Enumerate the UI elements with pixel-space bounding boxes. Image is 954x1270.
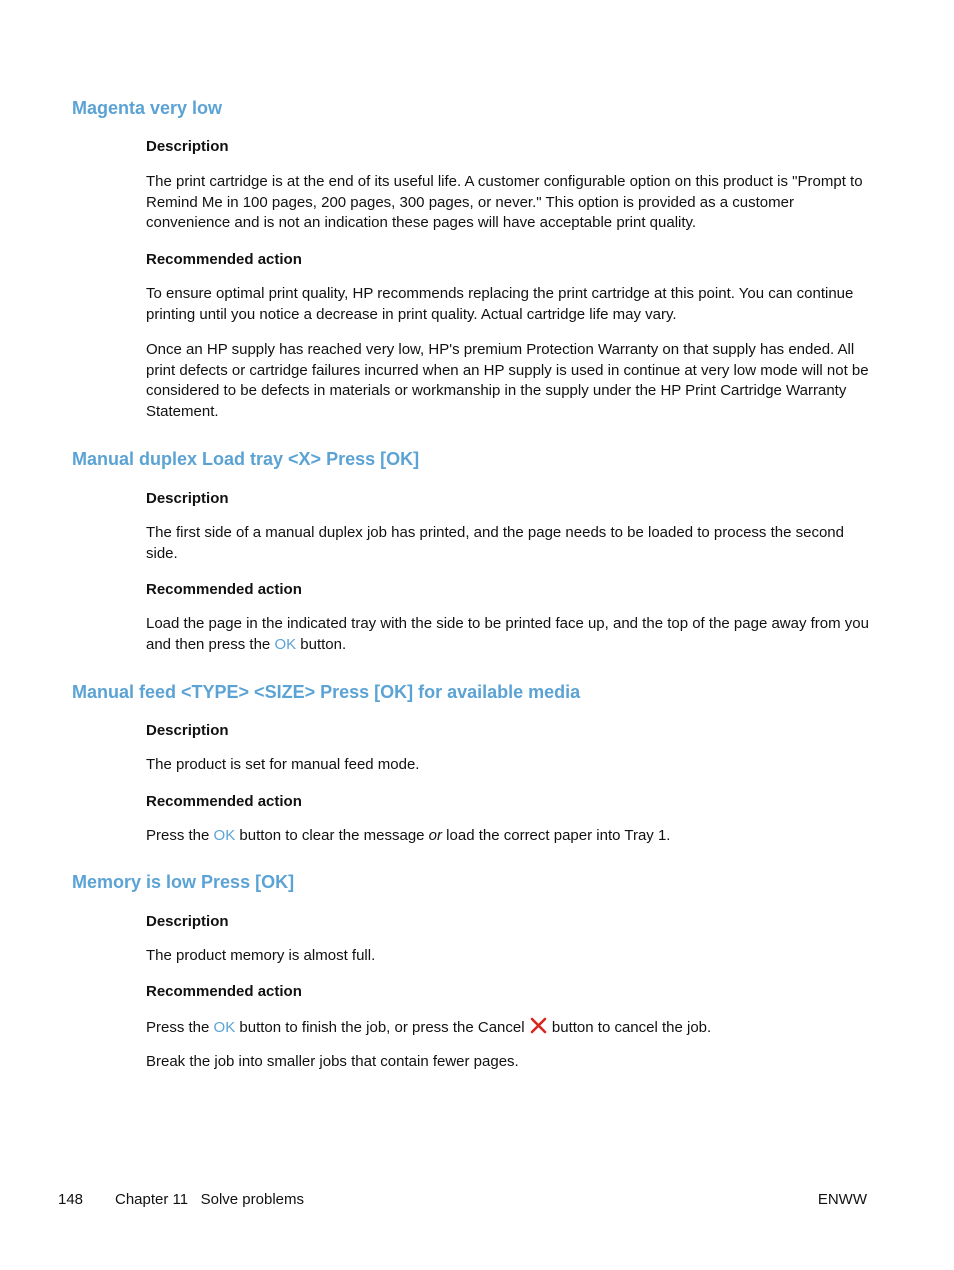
section-heading-magenta-very-low: Magenta very low: [72, 98, 223, 118]
action-text-after: button to cancel the job.: [547, 1019, 712, 1036]
recommended-action-label: Recommended action: [146, 793, 302, 810]
action-text-middle: button to clear the message: [235, 827, 429, 844]
ok-button-reference: OK: [274, 635, 297, 653]
section-heading-memory-low: Memory is low Press [OK]: [72, 872, 295, 892]
description-text: The product is set for manual feed mode.: [146, 756, 420, 773]
description-label: Description: [146, 722, 229, 739]
section-heading-manual-duplex: Manual duplex Load tray <X> Press [OK]: [72, 449, 420, 469]
recommended-action-label: Recommended action: [146, 251, 302, 268]
section-heading-manual-feed: Manual feed <TYPE> <SIZE> Press [OK] for available media: [72, 682, 581, 702]
ok-button-reference: OK: [213, 827, 236, 844]
description-text: The product memory is almost full.: [146, 947, 376, 964]
recommended-action-text-2: Break the job into smaller jobs that contain fewer pages.: [146, 1053, 519, 1070]
action-text-after: load the correct paper into Tray 1.: [442, 827, 671, 844]
recommended-action-label: Recommended action: [146, 983, 302, 1000]
page-number: 148: [58, 1191, 84, 1208]
emphasis-or: or: [428, 827, 443, 844]
recommended-action-text: [146, 1017, 874, 1041]
chapter-title: Chapter 11 Solve problems: [115, 1191, 304, 1208]
recommended-action-text: [146, 826, 874, 847]
action-text-after: button.: [296, 635, 347, 653]
action-text-before: Press the: [146, 827, 214, 844]
description-text: The first side of a manual duplex job has printed, and the page needs to be loaded to process the second side.: [146, 524, 844, 562]
action-text-middle: button to finish the job, or press the Cancel: [235, 1019, 529, 1036]
recommended-action-label: Recommended action: [146, 581, 302, 598]
recommended-action-text: [146, 614, 874, 655]
ok-button-reference: OK: [213, 1019, 236, 1036]
footer-enww: ENWW: [817, 1191, 867, 1208]
description-label: Description: [146, 913, 229, 930]
description-label: Description: [146, 138, 229, 155]
cancel-x-icon: [530, 1017, 547, 1041]
description-text: The print cartridge is at the end of its useful life. A customer configurable option on this product is "Prompt to Remind Me in 100 pages, 200 pages, 300 pages, or never." This option is provided as a customer convenience and is not an indication these pages will have acceptable print quality.: [146, 173, 863, 232]
recommended-action-text: To ensure optimal print quality, HP recommends replacing the print cartridge at this point. You can continue printing until you notice a decrease in print quality. Actual cartridge life may vary.: [146, 285, 854, 323]
action-text-before: Load the page in the indicated tray with the side to be printed face up, and the top of the page away from you and then press the: [146, 615, 869, 653]
action-text-before: Press the: [146, 1019, 214, 1036]
warranty-note-text: Once an HP supply has reached very low, HP's premium Protection Warranty on that supply has ended. All print defects or cartridge failures incurred when an HP supply is used in continue at very low mode will not be considered to be defects in materials or workmanship in the supply under the HP Print Cartridge Warranty Statement.: [146, 341, 869, 421]
description-label: Description: [146, 490, 229, 507]
